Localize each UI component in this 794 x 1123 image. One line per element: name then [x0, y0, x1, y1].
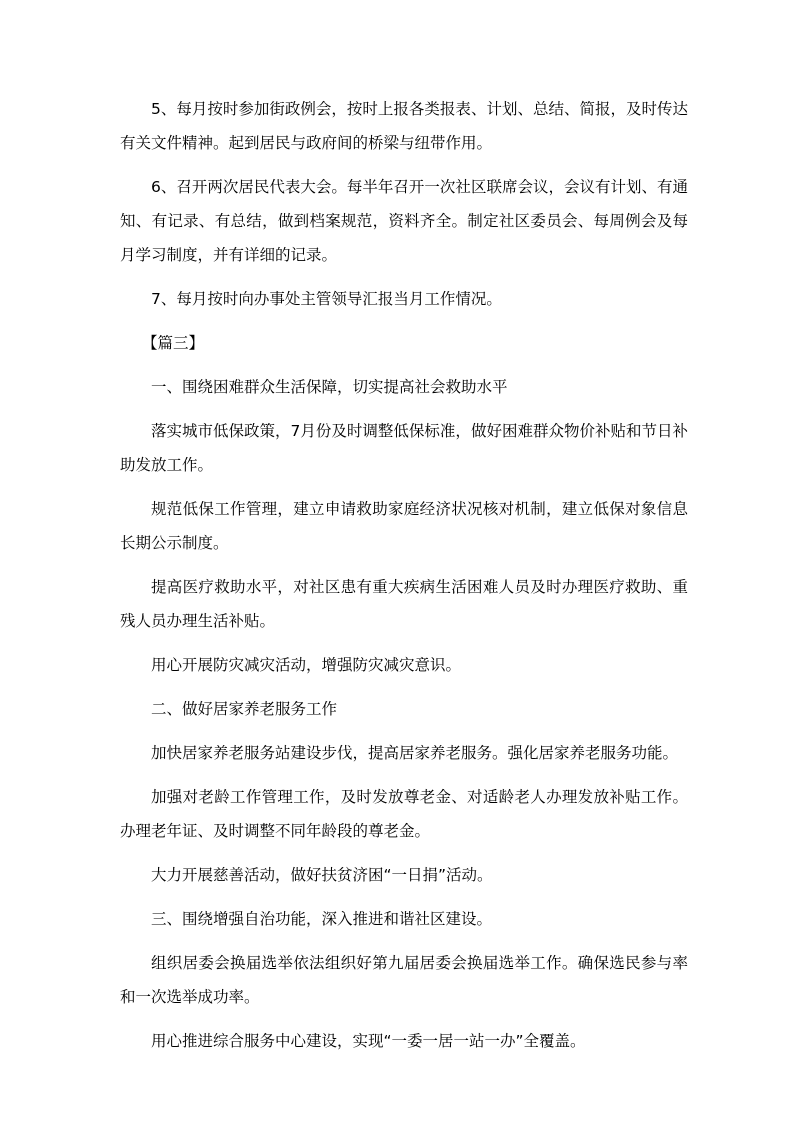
- section-one-heading: 一、围绕困难群众生活保障，切实提高社会救助水平: [151, 378, 508, 396]
- section-three-paragraph-2: 用心推进综合服务中心建设，实现“一委一居一站一办”全覆盖。: [151, 1032, 586, 1050]
- paragraph-item-7: 7、每月按时向办事处主管领导汇报当月工作情况。: [151, 290, 502, 308]
- section-one-paragraph-3: 提高医疗救助水平，对社区患有重大疾病生活困难人员及时办理医疗救助、重残人员办理生活补贴。: [120, 578, 688, 630]
- section-two-heading: 二、做好居家养老服务工作: [151, 700, 338, 718]
- section-two-paragraph-3: 大力开展慈善活动，做好扶贫济困“一日捐”活动。: [151, 866, 493, 884]
- section-one-paragraph-1: 落实城市低保政策，7月份及时调整低保标准，做好困难群众物价补贴和节日补助发放工作。: [120, 422, 688, 474]
- section-three-paragraph-1: 组织居委会换届选举依法组织好第九届居委会换届选举工作。确保选民参与率和一次选举成功率。: [120, 954, 688, 1006]
- section-one-paragraph-2: 规范低保工作管理，建立申请救助家庭经济状况核对机制，建立低保对象信息长期公示制度。: [120, 500, 688, 552]
- section-one-paragraph-4: 用心开展防灾减灾活动，增强防灾减灾意识。: [151, 656, 462, 674]
- paragraph-item-5: 5、每月按时参加街政例会，按时上报各类报表、计划、总结、简报，及时传达有关文件精神。起到居民与政府间的桥梁与纽带作用。: [120, 100, 688, 152]
- paragraph-item-6: 6、召开两次居民代表大会。每半年召开一次社区联席会议，会议有计划、有通知、有记录、有总结，做到档案规范，资料齐全。制定社区委员会、每周例会及每月学习制度，并有详细的记录。: [120, 178, 688, 264]
- section-three-heading: 三、围绕增强自治功能，深入推进和谐社区建设。: [151, 910, 493, 928]
- section-two-paragraph-2: 加强对老龄工作管理工作，及时发放尊老金、对适龄老人办理发放补贴工作。办理老年证、及时调整不同年龄段的尊老金。: [120, 788, 688, 840]
- part-three-heading: 【篇三】: [142, 334, 205, 352]
- section-two-paragraph-1: 加快居家养老服务站建设步伐，提高居家养老服务。强化居家养老服务功能。: [151, 744, 679, 762]
- document-body: [120, 92, 688, 1068]
